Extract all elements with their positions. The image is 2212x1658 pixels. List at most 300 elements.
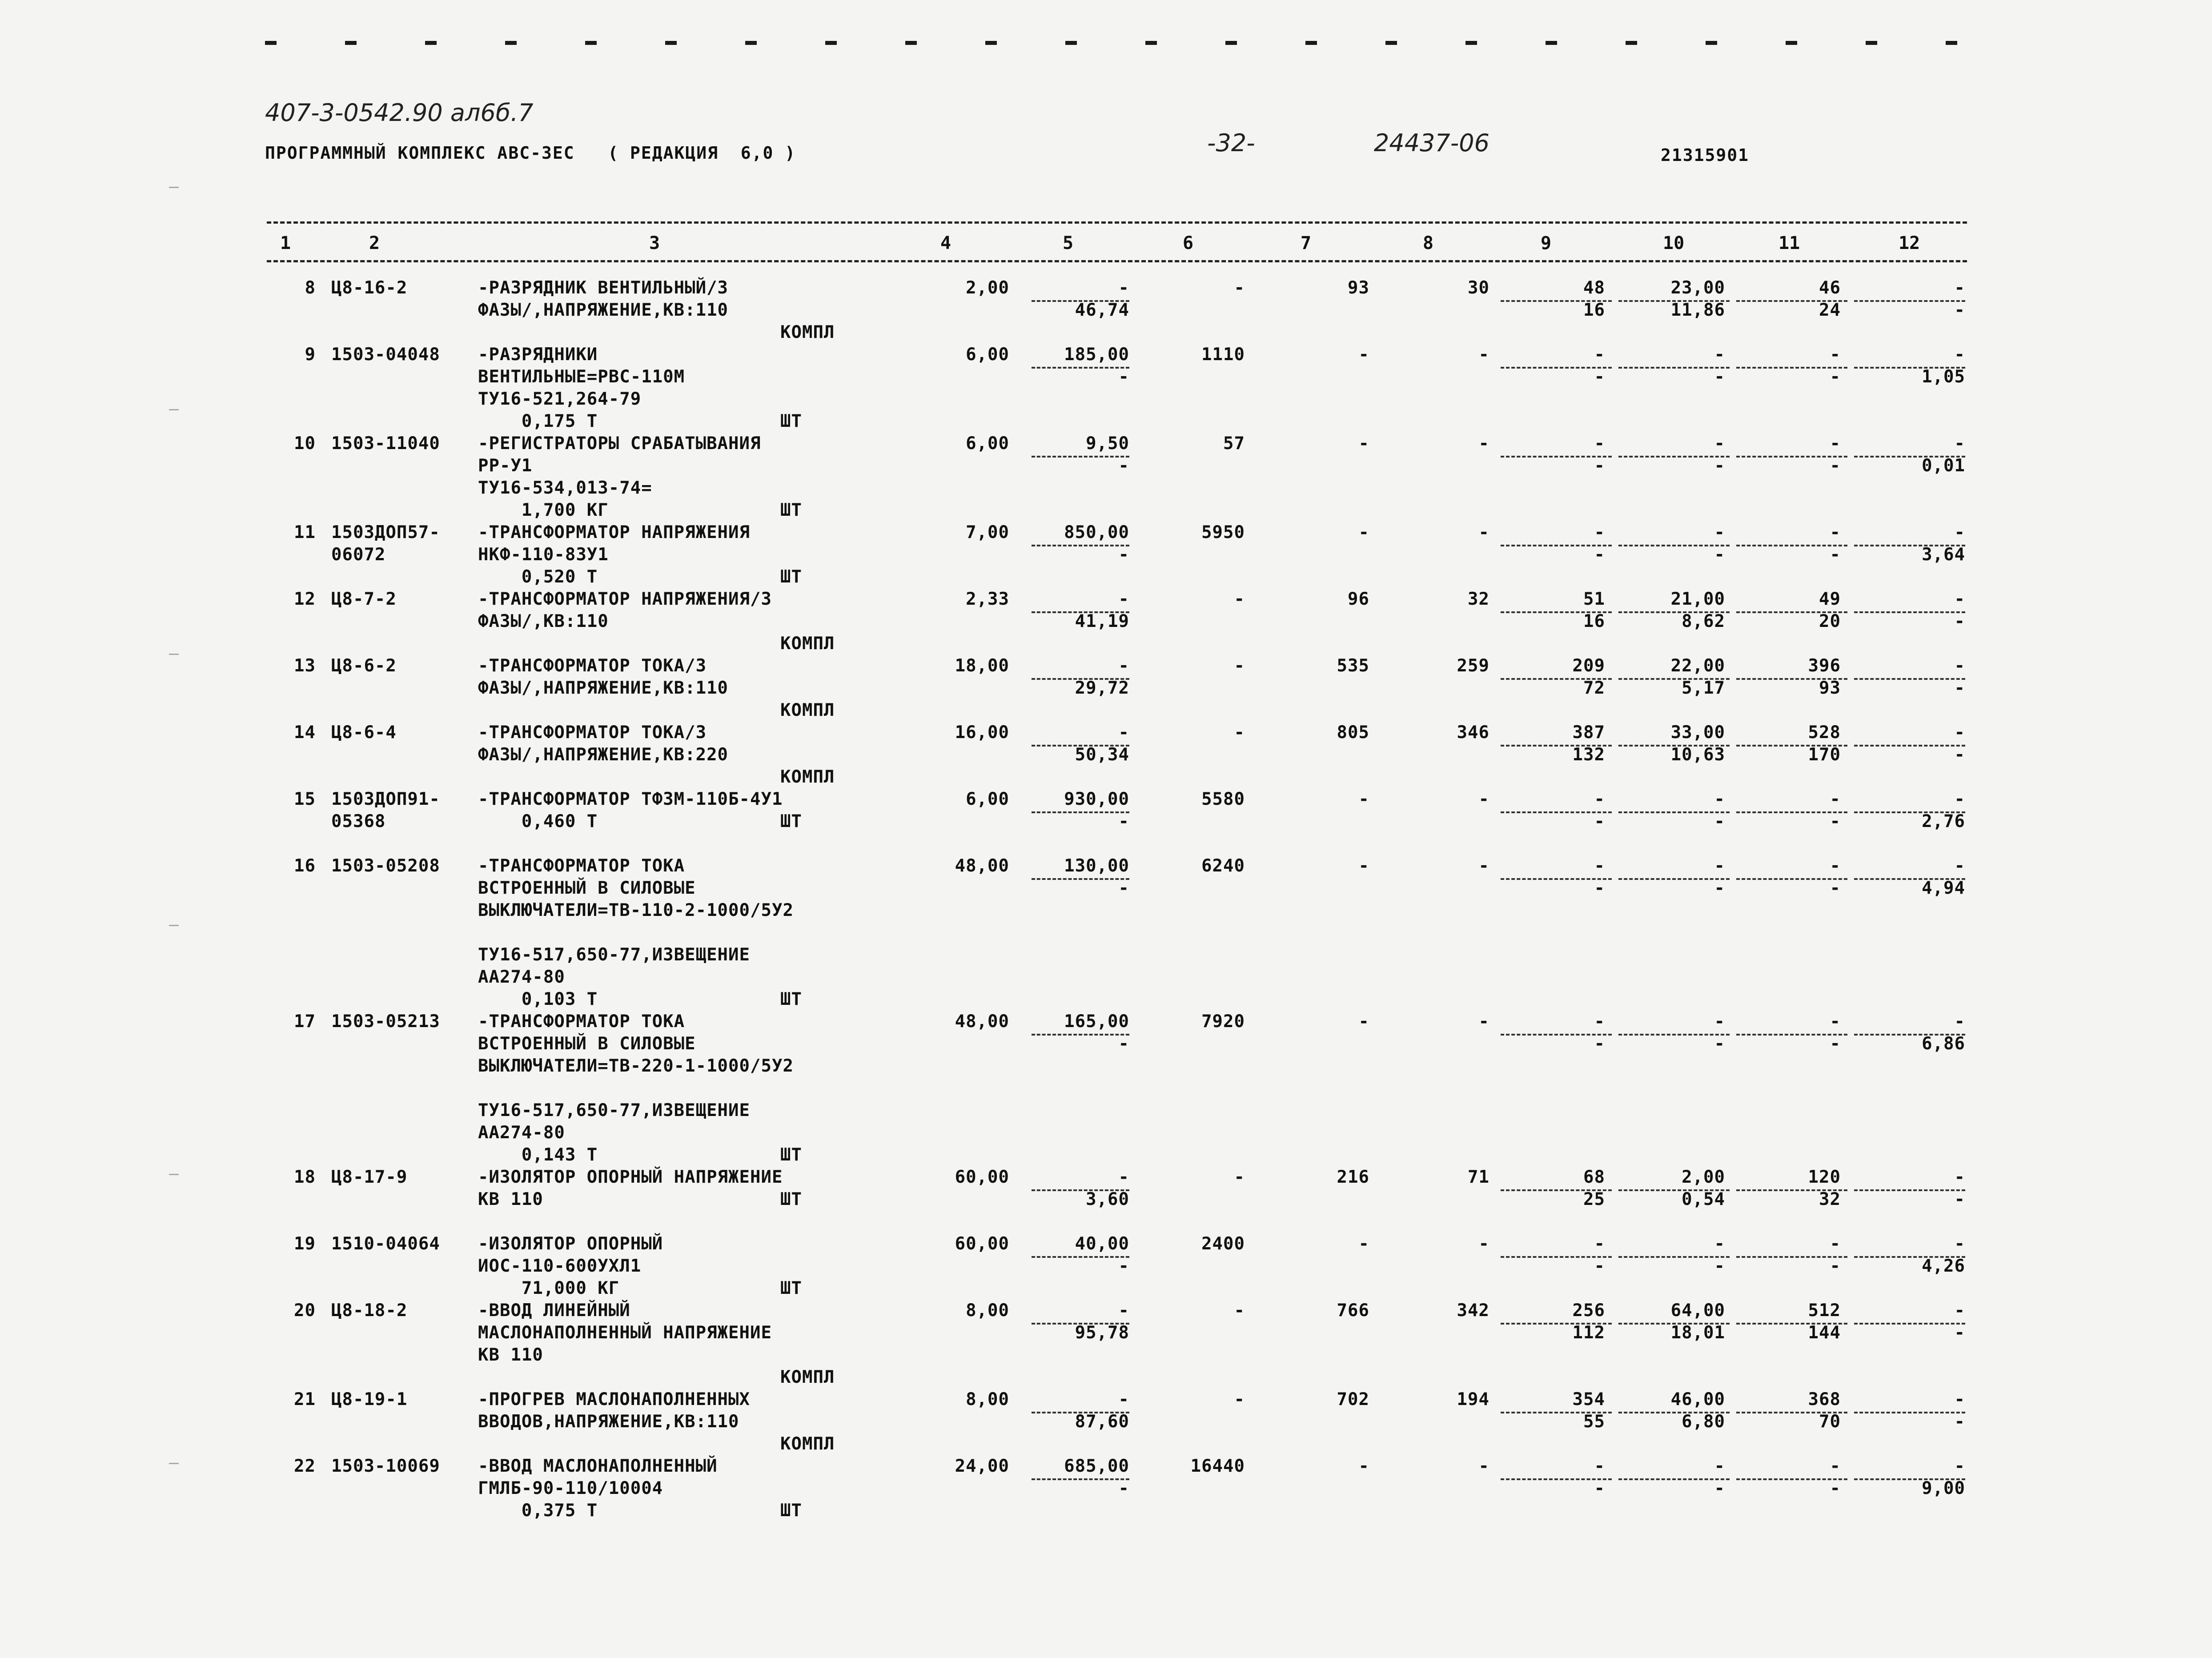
column-header: 3 [649,233,660,253]
row-col9-sub: - [1594,456,1605,476]
row-unit: ШТ [780,500,802,520]
row-col12-sub: - [1954,611,1965,631]
row-col12-sub: 0,01 [1922,456,1965,476]
row-quantity: 16,00 [955,723,1009,743]
row-col12-sub: 4,94 [1922,878,1965,898]
row-col7: 766 [1337,1301,1369,1321]
row-description: -РАЗРЯДНИК ВЕНТИЛЬНЫЙ/3 [478,278,729,298]
row-description: 0,375 Т [478,1501,598,1521]
row-col7: 535 [1337,656,1369,676]
row-col12-sub: 3,64 [1922,545,1965,565]
row-col10: - [1714,1234,1725,1254]
row-col10-sub: 11,86 [1670,300,1725,320]
row-description: 1,700 КГ [478,500,609,520]
row-col8: 194 [1457,1389,1489,1409]
row-description: ФАЗЫ/,НАПРЯЖЕНИЕ,КВ:110 [478,300,729,320]
row-col11-sub: - [1830,1034,1841,1054]
row-col12: - [1954,856,1965,876]
row-col12: - [1954,345,1965,365]
row-description: -ТРАНСФОРМАТОР ТОКА/3 [478,723,707,743]
row-price-sub: 3,60 [1086,1189,1129,1209]
dash-mark [985,41,997,45]
row-col6: 5580 [1201,789,1245,809]
row-col8: - [1478,1234,1489,1254]
row-col12: - [1954,723,1965,743]
row-col10-sub: - [1714,545,1725,565]
row-quantity: 6,00 [966,434,1009,454]
row-col11-sub: - [1830,545,1841,565]
row-code: 1503-04048 [331,345,440,365]
row-col11-sub: 144 [1808,1323,1841,1343]
row-col6: 6240 [1201,856,1245,876]
row-col11-sub: 170 [1808,745,1841,765]
row-code: 1503-05213 [331,1012,440,1032]
column-header: 9 [1541,233,1552,253]
row-number: 11 [294,522,316,542]
row-code: 06072 [331,545,386,565]
row-col10-sub: 10,63 [1670,745,1725,765]
row-code: 1503-10069 [331,1456,440,1476]
row-description: АА274-80 [478,1123,565,1143]
row-col7: 93 [1348,278,1369,298]
row-col10: 64,00 [1670,1301,1725,1321]
dash-mark [1946,41,1957,45]
row-number: 20 [294,1301,316,1321]
column-header: 12 [1899,233,1920,253]
row-col9: - [1594,434,1605,454]
edge-mark [169,654,179,655]
row-col8: - [1478,1456,1489,1476]
row-col12: - [1954,589,1965,609]
row-col11: 49 [1819,589,1841,609]
dash-mark [1385,41,1397,45]
row-col7: - [1358,522,1369,542]
row-price-sub: 87,60 [1075,1412,1129,1432]
column-header: 10 [1663,233,1685,253]
row-col11: 512 [1808,1301,1841,1321]
row-col10-sub: - [1714,456,1725,476]
row-price: 40,00 [1075,1234,1129,1254]
row-col11-sub: 20 [1819,611,1841,631]
row-col9: 256 [1572,1301,1605,1321]
row-number: 14 [294,723,316,743]
row-quantity: 24,00 [955,1456,1009,1476]
row-col12-sub: 4,26 [1922,1256,1965,1276]
row-unit: ШТ [780,811,802,831]
row-price: - [1118,1389,1129,1409]
row-col12: - [1954,522,1965,542]
row-col11-sub: - [1830,367,1841,387]
dash-mark [1866,41,1877,45]
handwritten-number: 24437-06 [1374,129,1489,157]
row-quantity: 7,00 [966,522,1009,542]
row-col11: - [1830,1234,1841,1254]
dash-mark [1706,41,1717,45]
row-col10: - [1714,856,1725,876]
row-description: -РАЗРЯДНИКИ [478,345,598,365]
row-col9-sub: - [1594,1478,1605,1498]
edge-mark [169,1463,179,1464]
row-col6: - [1234,723,1245,743]
row-unit: ШТ [780,1145,802,1165]
row-code: Ц8-7-2 [331,589,397,609]
row-col6: 57 [1223,434,1245,454]
row-number: 9 [305,345,316,365]
row-code: 1503ДОП57- [331,522,440,542]
page-number: -32- [1207,129,1255,157]
row-unit: КОМПЛ [780,1367,835,1387]
row-col10: 33,00 [1670,723,1725,743]
row-col11: - [1830,345,1841,365]
row-price-sub: - [1118,545,1129,565]
dash-mark [825,41,837,45]
row-price: 9,50 [1086,434,1129,454]
row-price-sub: - [1118,878,1129,898]
row-description: -ИЗОЛЯТОР ОПОРНЫЙ НАПРЯЖЕНИЕ [478,1167,783,1187]
row-col12: - [1954,1167,1965,1187]
row-col10: 21,00 [1670,589,1725,609]
row-description: ВСТРОЕННЫЙ В СИЛОВЫЕ [478,1034,696,1054]
row-description: -ТРАНСФОРМАТОР НАПРЯЖЕНИЯ [478,522,750,542]
row-quantity: 18,00 [955,656,1009,676]
row-col8: 30 [1468,278,1489,298]
row-col10-sub: 8,62 [1682,611,1725,631]
row-description: -ПРОГРЕВ МАСЛОНАПОЛНЕННЫХ [478,1389,750,1409]
edge-mark [169,925,179,926]
row-price-sub: 95,78 [1075,1323,1129,1343]
row-number: 15 [294,789,316,809]
dash-mark [1626,41,1637,45]
row-col11-sub: - [1830,456,1841,476]
dash-mark [1145,41,1157,45]
row-number: 16 [294,856,316,876]
row-col8: - [1478,434,1489,454]
row-col12-sub: - [1954,1323,1965,1343]
row-col10: - [1714,789,1725,809]
row-price: - [1118,656,1129,676]
row-code: Ц8-19-1 [331,1389,408,1409]
row-description: -ТРАНСФОРМАТОР ТОКА [478,1012,685,1032]
row-code: Ц8-6-2 [331,656,397,676]
row-col8: 346 [1457,723,1489,743]
row-quantity: 2,00 [966,278,1009,298]
column-header-row [267,233,1967,255]
row-price: - [1118,1167,1129,1187]
dash-mark [665,41,677,45]
row-code: Ц8-16-2 [331,278,408,298]
dash-mark [505,41,517,45]
row-price: 185,00 [1064,345,1129,365]
row-col10: - [1714,522,1725,542]
row-col12-sub: 6,86 [1922,1034,1965,1054]
row-number: 18 [294,1167,316,1187]
row-col11: 368 [1808,1389,1841,1409]
row-code: 1503-05208 [331,856,440,876]
row-price: 850,00 [1064,522,1129,542]
row-col7: 805 [1337,723,1369,743]
row-col12-sub: - [1954,1412,1965,1432]
row-description: -ТРАНСФОРМАТОР НАПРЯЖЕНИЯ/3 [478,589,772,609]
row-col10: - [1714,1012,1725,1032]
column-header: 4 [940,233,951,253]
row-col9: - [1594,345,1605,365]
row-description: КВ 110 [478,1189,543,1209]
edge-mark [169,1174,179,1175]
row-col12: - [1954,278,1965,298]
dash-mark [905,41,917,45]
row-col9: 68 [1583,1167,1605,1187]
row-price: - [1118,589,1129,609]
edge-mark [169,409,179,410]
row-description: ТУ16-521,264-79 [478,389,642,409]
row-col6: 2400 [1201,1234,1245,1254]
row-number: 12 [294,589,316,609]
row-description: МАСЛОНАПОЛНЕННЫЙ НАПРЯЖЕНИЕ [478,1323,772,1343]
row-col11-sub: - [1830,878,1841,898]
dash-mark [745,41,757,45]
row-description: 0,143 Т [478,1145,598,1165]
row-number: 8 [305,278,316,298]
row-description: ТУ16-534,013-74= [478,478,652,498]
row-description: 0,520 Т [478,567,598,587]
row-col11: 120 [1808,1167,1841,1187]
row-number: 17 [294,1012,316,1032]
row-col9: 209 [1572,656,1605,676]
row-number: 13 [294,656,316,676]
row-col9: - [1594,856,1605,876]
row-col11: 396 [1808,656,1841,676]
row-col10: - [1714,1456,1725,1476]
row-description: -ВВОД МАСЛОНАПОЛНЕННЫЙ [478,1456,718,1476]
edge-mark [169,187,179,188]
row-col11: - [1830,856,1841,876]
column-header: 1 [280,233,291,253]
row-quantity: 60,00 [955,1234,1009,1254]
row-col11: 46 [1819,278,1841,298]
row-description: 0,175 Т [478,411,598,431]
row-col10-sub: - [1714,1256,1725,1276]
row-quantity: 8,00 [966,1389,1009,1409]
row-col11-sub: - [1830,811,1841,831]
row-col9: - [1594,522,1605,542]
row-description: ВЕНТИЛЬНЫЕ=РВС-110М [478,367,685,387]
row-col11: - [1830,1012,1841,1032]
row-col7: 96 [1348,589,1369,609]
row-description: КВ 110 [478,1345,543,1365]
row-description: ИОС-110-600УХЛ1 [478,1256,642,1276]
row-unit: ШТ [780,989,802,1009]
row-description: ФАЗЫ/,КВ:110 [478,611,609,631]
row-description: НКФ-110-83У1 [478,545,609,565]
row-description: -ИЗОЛЯТОР ОПОРНЫЙ [478,1234,663,1254]
row-col12-sub: 9,00 [1922,1478,1965,1498]
row-description: РР-У1 [478,456,533,476]
row-number: 21 [294,1389,316,1409]
row-col11-sub: 24 [1819,300,1841,320]
row-col9: - [1594,1234,1605,1254]
row-code: 1510-04064 [331,1234,440,1254]
row-col10-sub: 6,80 [1682,1412,1725,1432]
row-unit: ШТ [780,1501,802,1521]
row-price: - [1118,278,1129,298]
row-col12: - [1954,1301,1965,1321]
column-header: 11 [1778,233,1800,253]
row-number: 19 [294,1234,316,1254]
row-col10-sub: - [1714,1478,1725,1498]
row-col9-sub: - [1594,545,1605,565]
row-description: 71,000 КГ [478,1278,620,1298]
row-description: ВСТРОЕННЫЙ В СИЛОВЫЕ [478,878,696,898]
row-col9-sub: - [1594,811,1605,831]
row-col12: - [1954,1389,1965,1409]
row-col6: 1110 [1201,345,1245,365]
row-col9-sub: 132 [1572,745,1605,765]
row-quantity: 60,00 [955,1167,1009,1187]
row-quantity: 6,00 [966,789,1009,809]
dash-mark [1305,41,1317,45]
column-header: 8 [1423,233,1434,253]
dash-mark [1065,41,1077,45]
row-price: 685,00 [1064,1456,1129,1476]
row-col12: - [1954,1012,1965,1032]
row-quantity: 8,00 [966,1301,1009,1321]
row-description: -ТРАНСФОРМАТОР ТОКА/3 [478,656,707,676]
row-col6: 7920 [1201,1012,1245,1032]
row-col11-sub: - [1830,1256,1841,1276]
row-col9-sub: 16 [1583,611,1605,631]
row-col11: - [1830,522,1841,542]
row-price: - [1118,1301,1129,1321]
row-col10: - [1714,434,1725,454]
row-price-sub: 46,74 [1075,300,1129,320]
row-code: 1503-11040 [331,434,440,454]
row-code: Ц8-6-4 [331,723,397,743]
row-unit: КОМПЛ [780,700,835,720]
row-col11-sub: 32 [1819,1189,1841,1209]
row-col9: 387 [1572,723,1605,743]
row-description: 0,103 Т [478,989,598,1009]
row-description: ФАЗЫ/,НАПРЯЖЕНИЕ,КВ:220 [478,745,729,765]
row-col9-sub: 112 [1572,1323,1605,1343]
row-col9-sub: - [1594,1034,1605,1054]
dash-mark [345,41,357,45]
table-top-rule [267,221,1967,224]
row-col10: - [1714,345,1725,365]
column-header: 7 [1301,233,1312,253]
row-price-sub: - [1118,1034,1129,1054]
row-price: 165,00 [1064,1012,1129,1032]
row-col12: - [1954,1456,1965,1476]
row-col6: - [1234,278,1245,298]
row-unit: ШТ [780,1278,802,1298]
row-col6: - [1234,656,1245,676]
row-col7: - [1358,1456,1369,1476]
row-col11: 528 [1808,723,1841,743]
row-description: ВЫКЛЮЧАТЕЛИ=ТВ-110-2-1000/5У2 [478,900,794,920]
row-col8: - [1478,856,1489,876]
row-col12-sub: - [1954,678,1965,698]
row-quantity: 48,00 [955,1012,1009,1032]
row-col9: 51 [1583,589,1605,609]
row-col10-sub: - [1714,878,1725,898]
row-col7: - [1358,345,1369,365]
row-price-sub: - [1118,1256,1129,1276]
row-col9: - [1594,789,1605,809]
row-col7: - [1358,1012,1369,1032]
row-col10-sub: 5,17 [1682,678,1725,698]
row-col7: - [1358,434,1369,454]
row-col10-sub: - [1714,367,1725,387]
row-col12-sub: - [1954,745,1965,765]
row-price: - [1118,723,1129,743]
handwritten-code: 407-3-0542.90 ал6б.7 [265,99,534,127]
row-col8: 342 [1457,1301,1489,1321]
row-col12-sub: 1,05 [1922,367,1965,387]
row-number: 10 [294,434,316,454]
dash-mark [265,41,277,45]
row-description: ТУ16-517,650-77,ИЗВЕЩЕНИЕ [478,1100,750,1120]
column-header: 2 [369,233,380,253]
row-price-sub: - [1118,811,1129,831]
row-col12: - [1954,1234,1965,1254]
dash-mark [425,41,437,45]
row-col8: - [1478,522,1489,542]
row-col12-sub: 2,76 [1922,811,1965,831]
row-col10-sub: - [1714,1034,1725,1054]
row-price-sub: - [1118,367,1129,387]
row-col9: - [1594,1456,1605,1476]
column-header: 5 [1063,233,1074,253]
row-code: 05368 [331,811,386,831]
row-col6: - [1234,1167,1245,1187]
row-col9-sub: - [1594,367,1605,387]
row-col10: 46,00 [1670,1389,1725,1409]
row-col11: - [1830,789,1841,809]
row-unit: ШТ [780,567,802,587]
row-unit: КОМПЛ [780,1434,835,1454]
row-description: ФАЗЫ/,НАПРЯЖЕНИЕ,КВ:110 [478,678,729,698]
program-title: ПРОГРАММНЫЙ КОМПЛЕКС АВС-3ЕС ( РЕДАКЦИЯ 6,0 ) [265,143,796,163]
row-col11-sub: - [1830,1478,1841,1498]
column-header: 6 [1183,233,1194,253]
row-price-sub: 41,19 [1075,611,1129,631]
row-price-sub: 50,34 [1075,745,1129,765]
row-col10: 22,00 [1670,656,1725,676]
row-col10: 23,00 [1670,278,1725,298]
row-col12-sub: - [1954,300,1965,320]
row-number: 22 [294,1456,316,1476]
dash-mark [1465,41,1477,45]
row-col8: - [1478,1012,1489,1032]
row-col10-sub: 18,01 [1670,1323,1725,1343]
row-col9: 354 [1572,1389,1605,1409]
row-description: ГМЛБ-90-110/10004 [478,1478,663,1498]
row-code: 1503ДОП91- [331,789,440,809]
row-code: Ц8-17-9 [331,1167,408,1187]
row-quantity: 48,00 [955,856,1009,876]
dash-mark [1546,41,1557,45]
row-price-sub: - [1118,1478,1129,1498]
row-col7: - [1358,856,1369,876]
row-col6: 16440 [1190,1456,1245,1476]
row-description: -ВВОД ЛИНЕЙНЫЙ [478,1301,630,1321]
row-col6: - [1234,1301,1245,1321]
row-col7: - [1358,789,1369,809]
row-description: 0,460 Т [478,811,598,831]
row-col6: - [1234,1389,1245,1409]
row-col12: - [1954,789,1965,809]
row-description: -ТРАНСФОРМАТОР ТОКА [478,856,685,876]
